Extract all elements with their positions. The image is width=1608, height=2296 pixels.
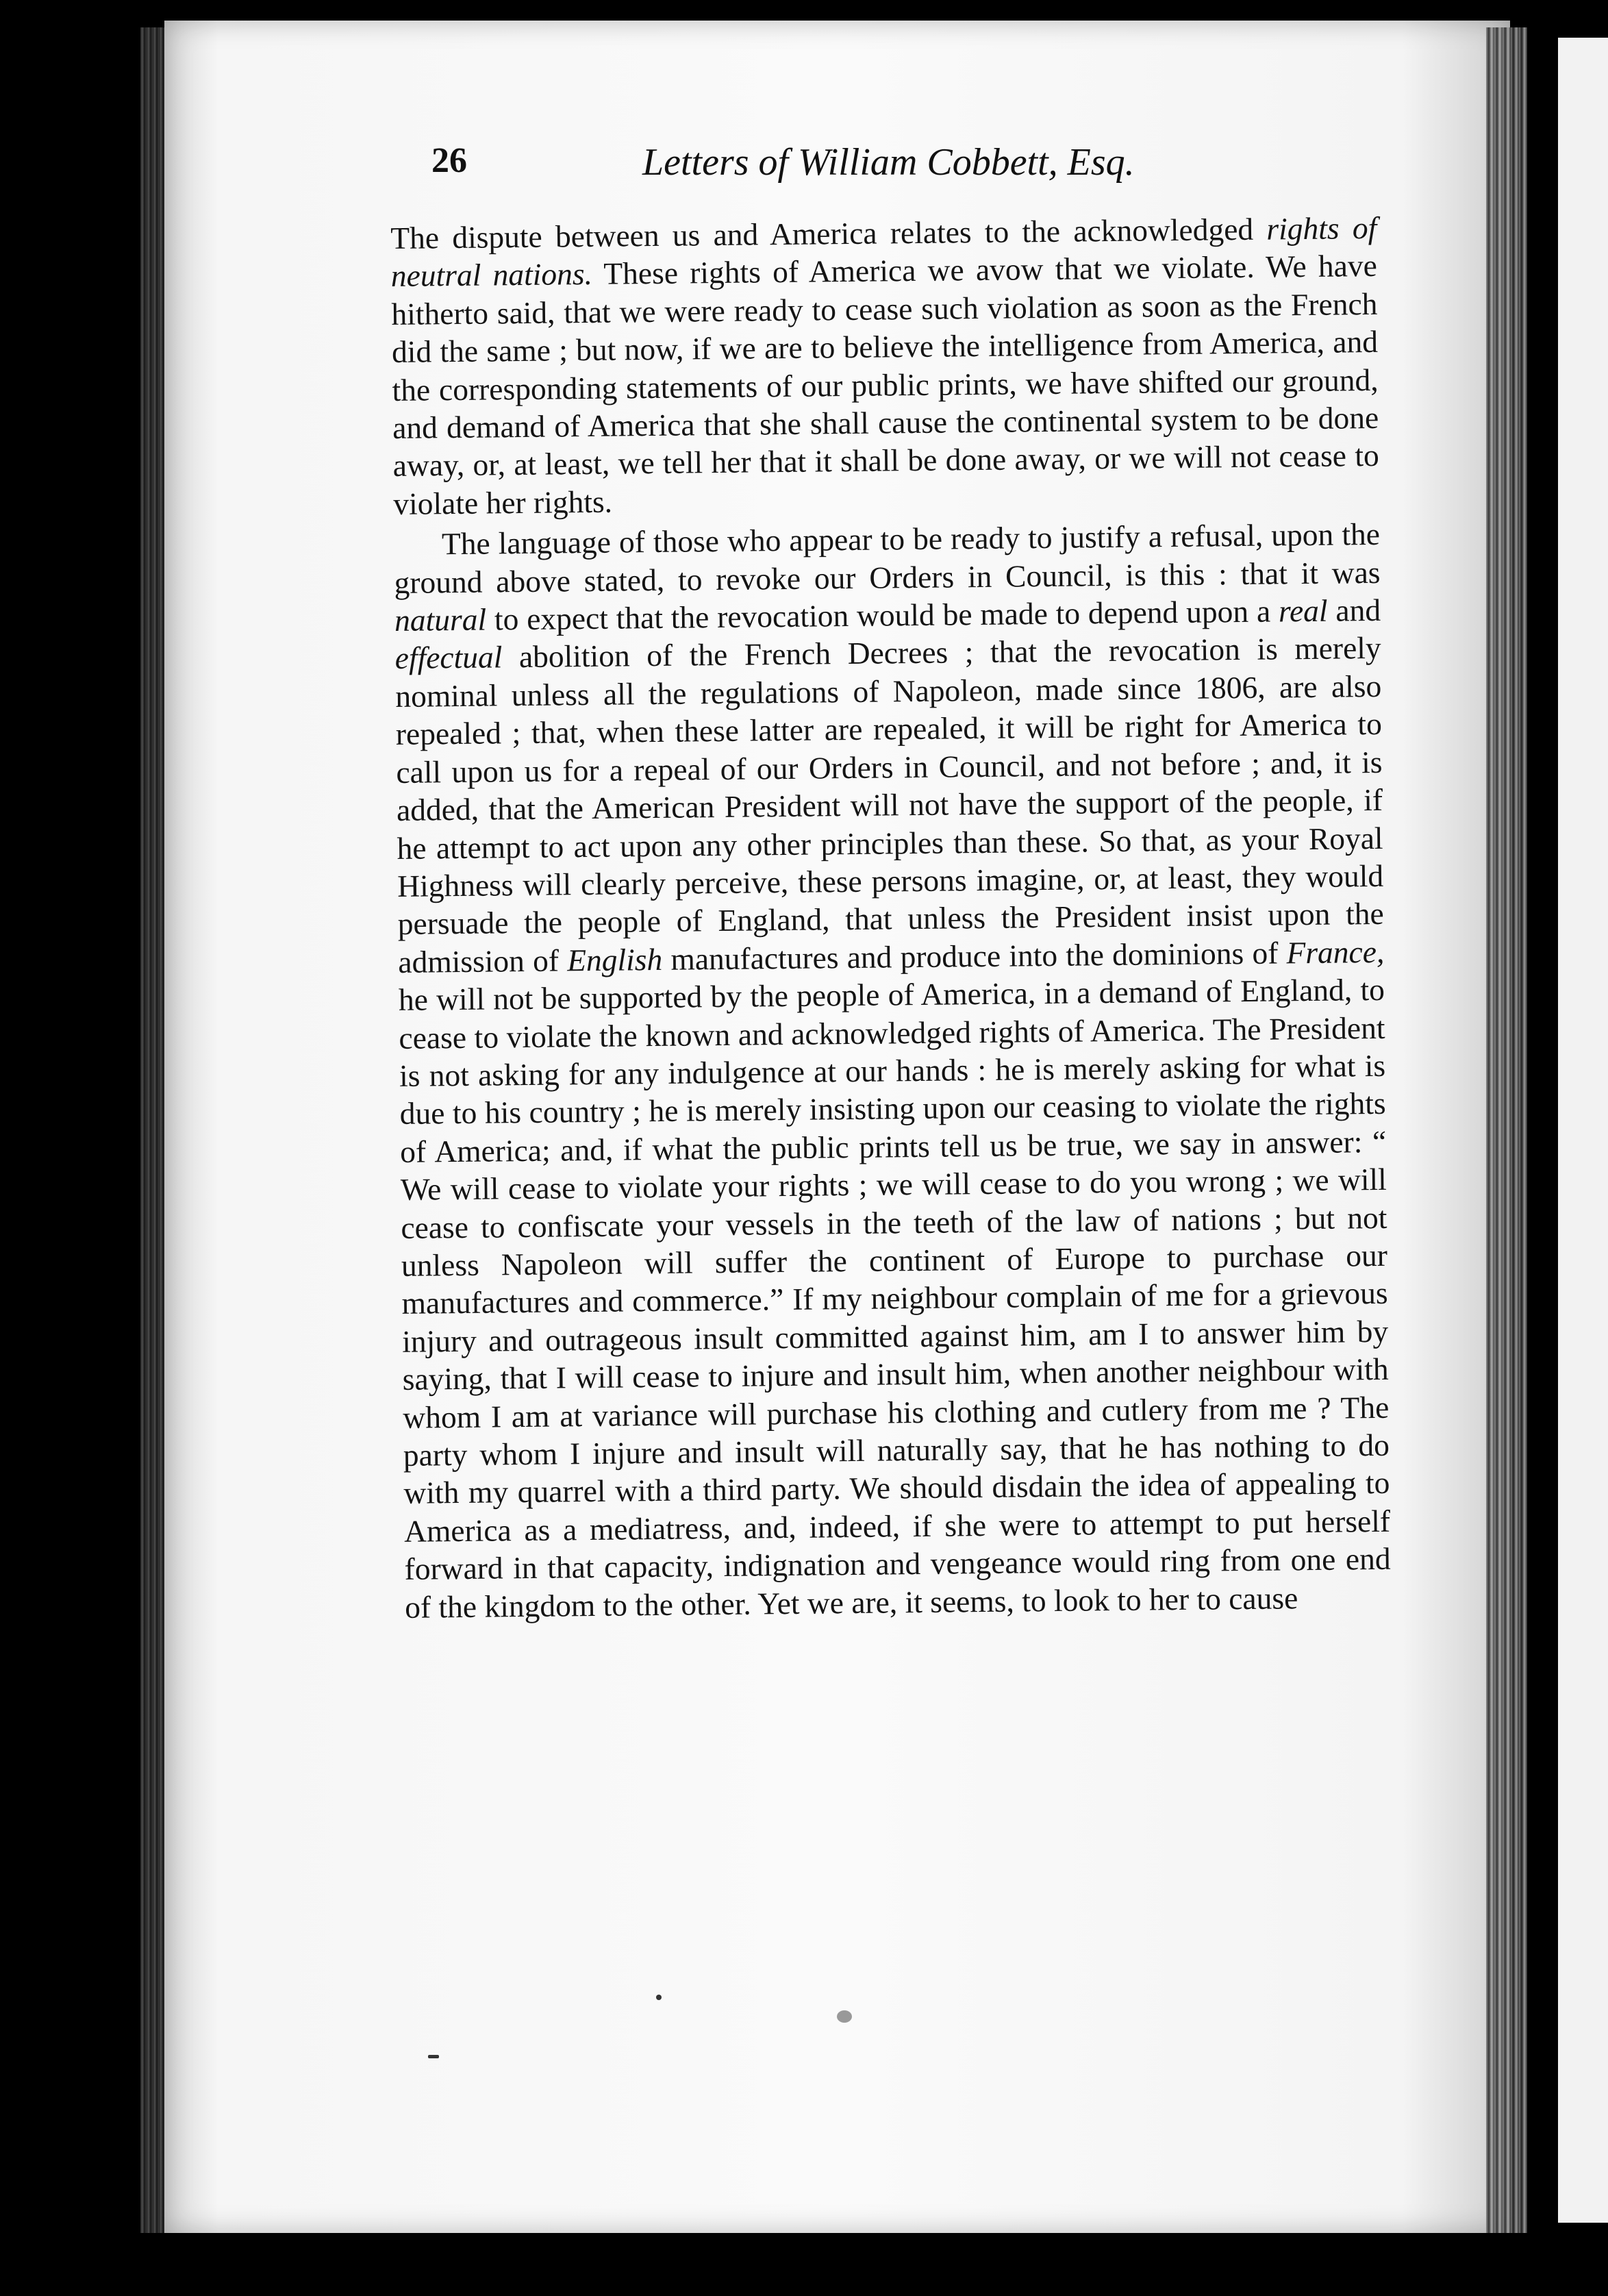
page-edge — [1486, 27, 1527, 2233]
text-run: to expect that the revocation would be made to depend upon a — [486, 593, 1279, 637]
ink-speck — [656, 1995, 662, 2000]
italic-run: English — [566, 941, 663, 978]
text-run: manufactures and produce into the dominions of — [662, 935, 1287, 977]
italic-run: rights of neutral nations. — [390, 210, 1377, 294]
ink-smudge — [837, 2010, 852, 2023]
page-number: 26 — [431, 141, 467, 180]
text-run: The dispute between us and America relates to the acknowledged — [390, 211, 1267, 255]
facing-page-edge — [1558, 38, 1608, 2223]
italic-run: France, — [1286, 934, 1385, 971]
text-run: abolition of the French Decrees ; that the revocation is merely nominal unless all the regulations of Napoleon, made since 1806, are also repealed ; that, when these latter are repealed, it will be right for America to call upon us for a repeal of our Orders in Council, and not before ; and, it is added, that the American President will not have the support of the people, if he attempt to act upon any other principles than these. So that, as your Royal Highness will clearly perceive, these persons imagine, or, at least, they would persuade the people of England, that unless the President insist upon the admission of — [395, 630, 1384, 979]
italic-run: real — [1278, 592, 1328, 629]
text-run: The language of those who appear to be ready to justify a refusal, upon the ground above stated, to revoke our Orders in Council, is this : that it was — [394, 516, 1381, 600]
italic-run: natural — [394, 601, 487, 638]
text-run: he will not be supported by the people of America, in a demand of England, to cease to violate the known and acknowledged rights of America. The President is not asking for any indulgence at our hands : he is merely asking for what is due to his country ; he is merely insisting upon our ceasing to violate the rights of America; and, if what the public prints tell us be true, we say in answer: “ We will cease to violate your rights ; we will cease to do you wrong ; we will cease to confiscate your vessels in the teeth of the law of nations ; but not unless Napoleon will suffer the continent of Europe to purchase our manufactures and commerce.” If my neighbour complain of me for a grievous injury and outrageous insult committed against him, am I to answer him by saying, that I will cease to injure and insult him, when another neighbour with whom I am at variance will purchase his clothing and cutlery from me ? The party whom I injure and insult will naturally say, that he has nothing to do with my quarrel with a third party. We should disdain the idea of appealing to America as a mediatress, and, indeed, if she were to attempt to put herself forward in that capacity, indignation and vengeance would ring from one end of the kingdom to the other. Yet we are, it seems, to look to her to cause — [398, 971, 1391, 1625]
binding-gutter — [140, 27, 168, 2233]
paragraph-2 — [394, 515, 1392, 1626]
ink-dash — [428, 2055, 439, 2058]
paragraph-1 — [390, 209, 1380, 523]
italic-run: effectual — [394, 639, 503, 676]
page-header — [431, 140, 1383, 202]
text-run: These rights of America we avow that we violate. We have hitherto said, that we were ready to cease such violation as soon as the French did the same ; but now, if we are to believe the intelligence from America, and the corresponding statements of our public prints, we have shifted our ground, and demand of America that she shall cause the continental system to be done away, or, at least, we tell her that it shall be done away, or we will not cease to violate her rights. — [391, 248, 1379, 521]
running-head: Letters of William Cobbett, Esq. — [642, 141, 1135, 184]
text-run: and — [1327, 592, 1381, 628]
body-text — [390, 209, 1391, 1626]
